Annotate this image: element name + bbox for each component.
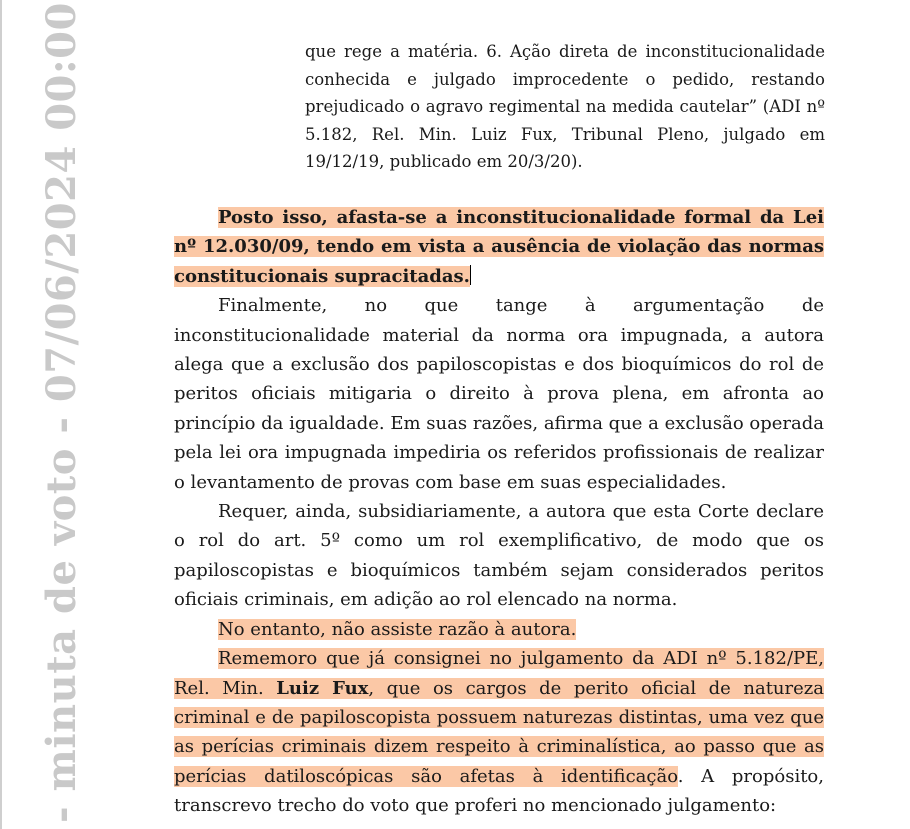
page-left-edge bbox=[0, 0, 2, 829]
highlighted-rebuttal: No entanto, não assiste razão à autora. bbox=[218, 618, 577, 640]
precedent-text-3: . A propósito, transcrevo trecho do voto que proferi no mencionado julgamento: bbox=[174, 765, 824, 817]
draft-watermark: - minuta de voto - 07/06/2024 00:00 bbox=[38, 2, 85, 823]
rebuttal-paragraph bbox=[174, 615, 824, 644]
text-cursor bbox=[470, 265, 471, 285]
block-quote: que rege a matéria. 6. Ação direta de inconstitucionalidade conhecida e julgado improcedente o pedido, restando prejudicado o agravo regimental na medida cautelar” (ADI nº 5.182, Rel. Min. Luiz Fux, Tribunal Pleno, julgado em 19/12/19, publicado em 20/3/20). bbox=[305, 42, 825, 171]
document-body bbox=[174, 203, 824, 821]
precedent-text-2: , que os cargos de perito oficial de natureza criminal e de papiloscopista possuem naturezas distintas, uma vez que as perícias criminais dizem respeito à criminalística, ao passo que as perícias datiloscópicas são afetas à identificação bbox=[174, 677, 824, 787]
request-paragraph: Requer, ainda, subsidiariamente, a autora que esta Corte declare o rol do art. 5º como um rol exemplificativo, de modo que os papiloscopistas e bioquímicos também sejam considerados peritos oficiais criminais, em adição ao rol elencado na norma. bbox=[174, 501, 824, 611]
rapporteur-name: Luiz Fux bbox=[276, 677, 369, 699]
precedent-paragraph bbox=[174, 644, 824, 820]
highlighted-conclusion: Posto isso, afasta-se a inconstitucionalidade formal da Lei nº 12.030/09, tendo em vista a ausência de violação das normas constitucionais supracitadas. bbox=[174, 207, 824, 287]
precedent-text-1: Rememoro que já consignei no julgamento da ADI nº 5.182/PE, Rel. Min. bbox=[174, 648, 824, 699]
conclusion-paragraph bbox=[174, 203, 824, 291]
argument-paragraph: Finalmente, no que tange à argumentação de inconstitucionalidade material da norma ora impugnada, a autora alega que a exclusão dos papiloscopistas e dos bioquímicos do rol de peritos oficiais mitigaria o direito à prova plena, em afronta ao princípio da igualdade. Em suas razões, afirma que a exclusão operada pela lei ora impugnada impediria os referidos profissionais de realizar o levantamento de provas com base em suas especialidades. bbox=[174, 295, 824, 493]
